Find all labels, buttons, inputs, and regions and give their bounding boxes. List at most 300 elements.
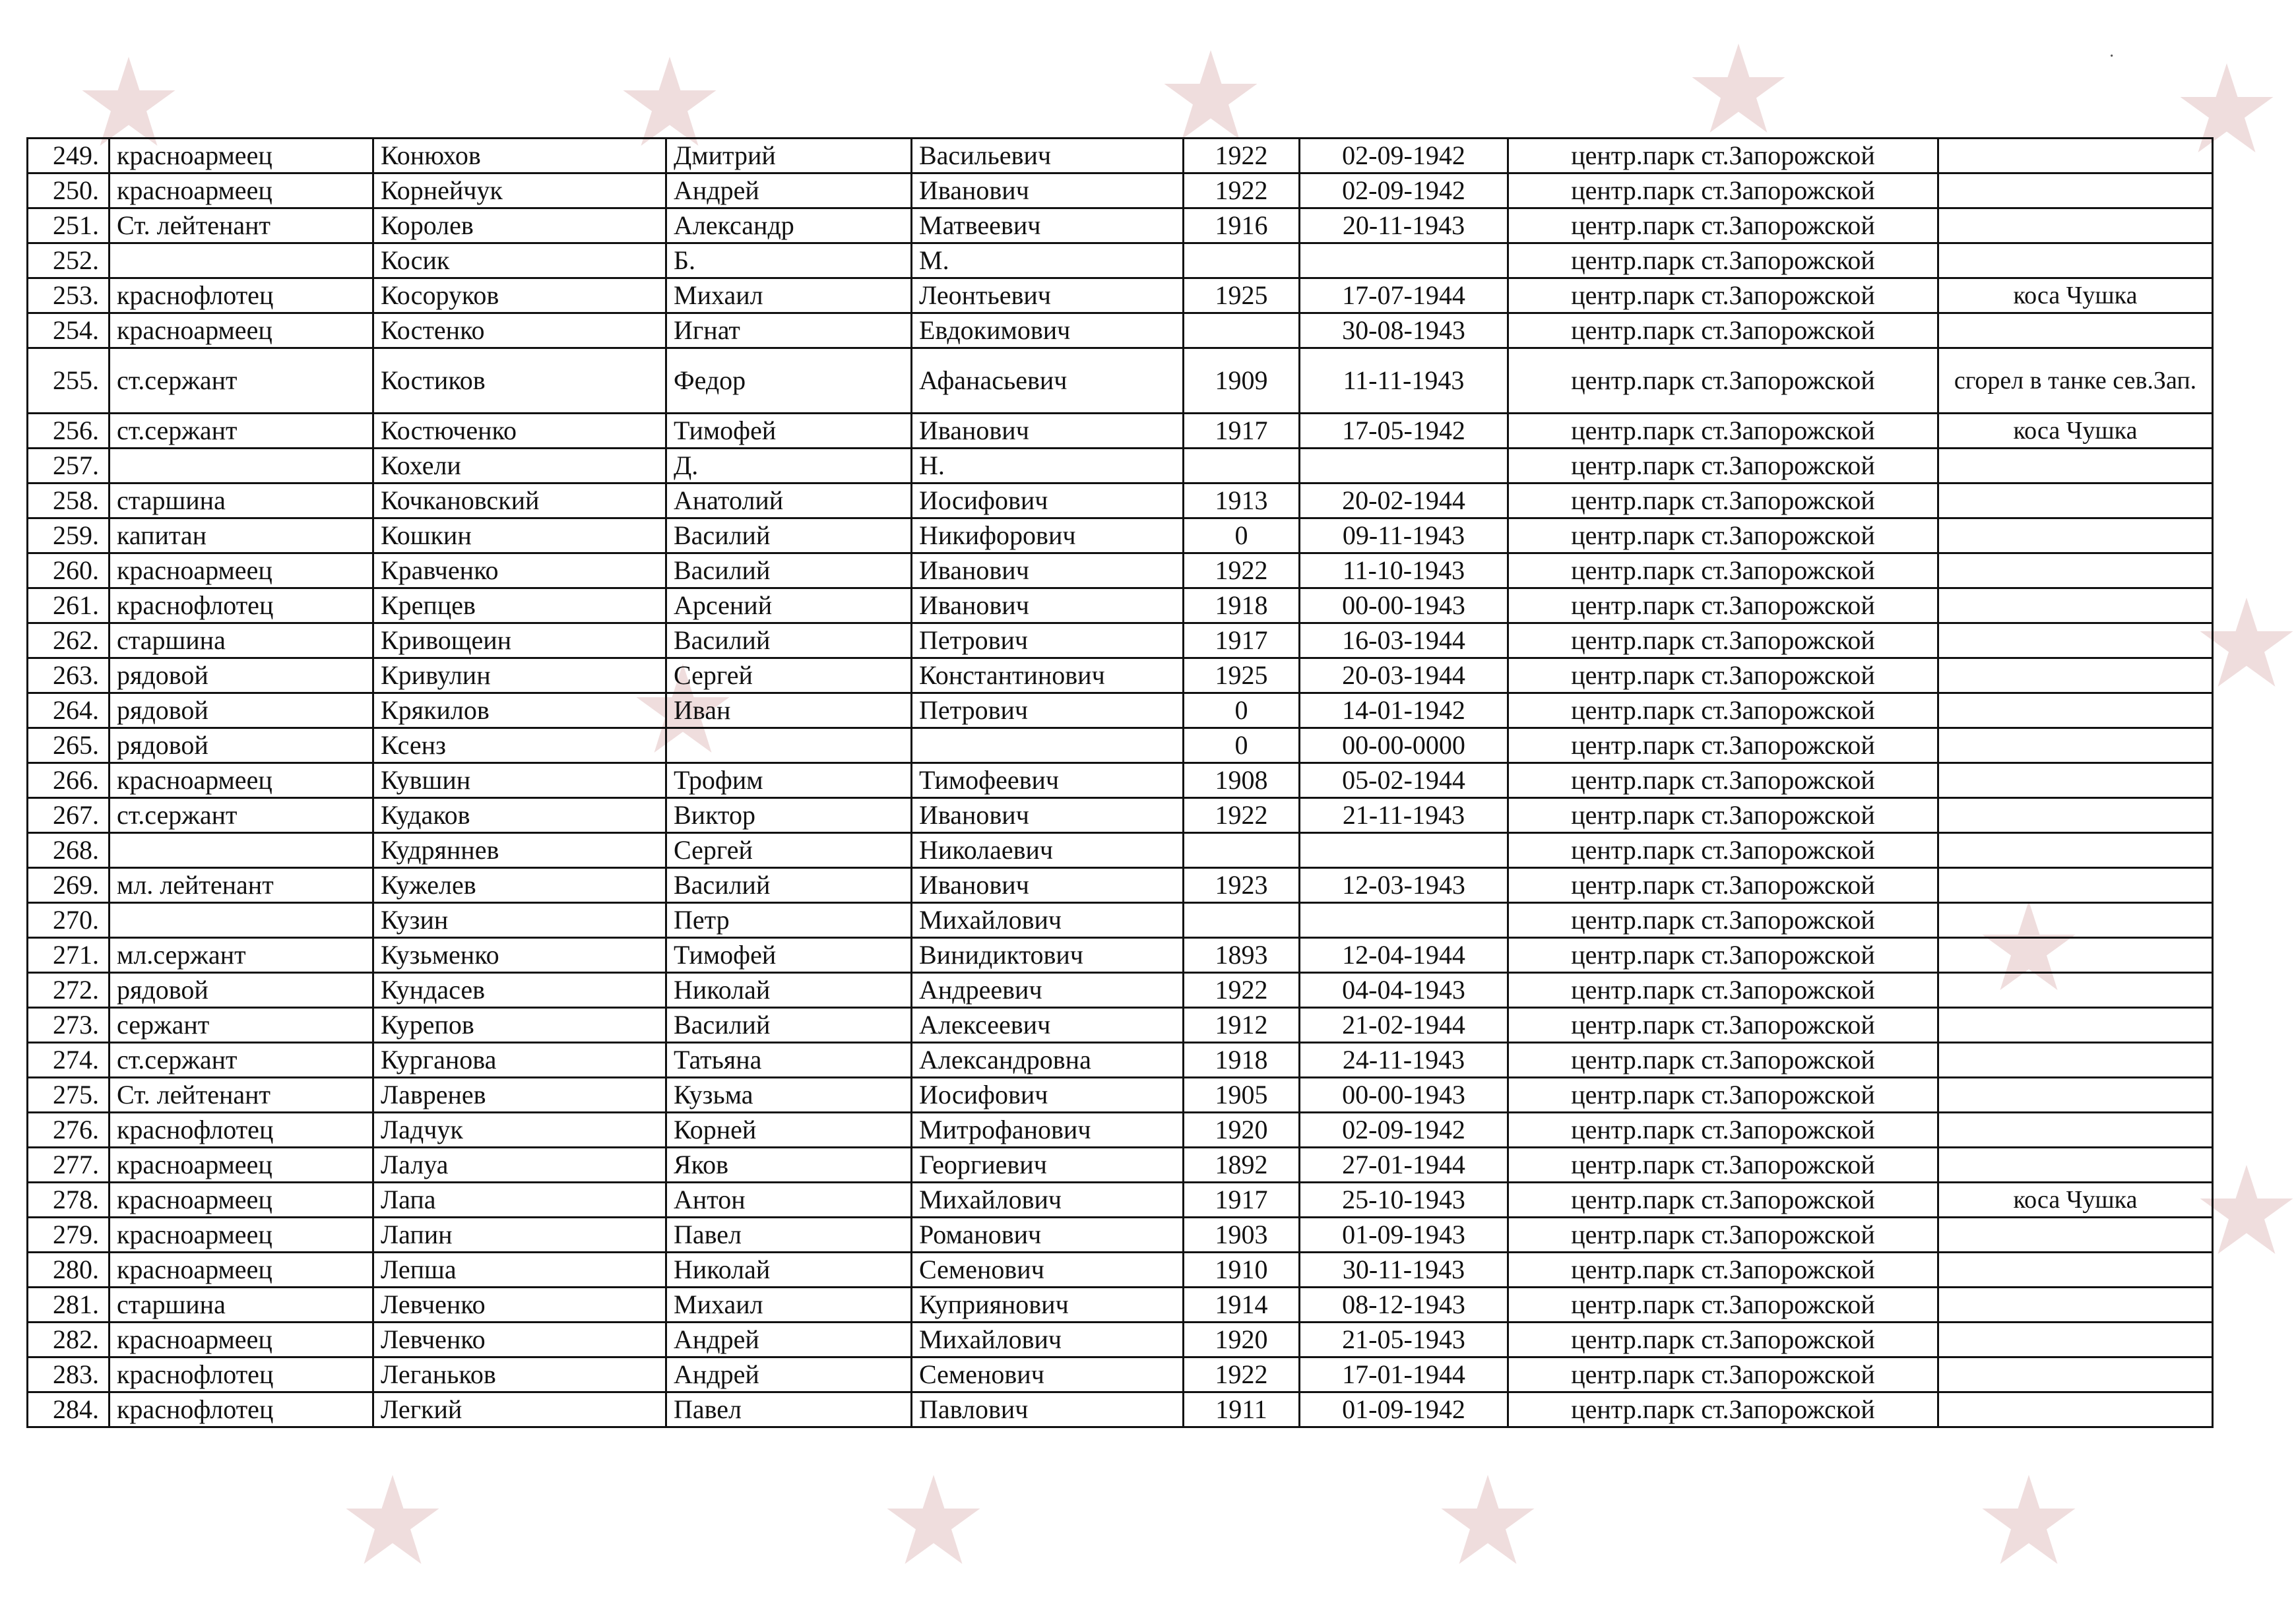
cell-rank: ст.сержант <box>110 348 373 414</box>
cell-num: 277. <box>28 1148 110 1183</box>
cell-name: Андрей <box>666 1323 912 1357</box>
cell-surname: Кузьменко <box>373 938 666 973</box>
cell-surname: Лапин <box>373 1218 666 1253</box>
cell-place: центр.парк ст.Запорожской <box>1508 553 1938 588</box>
cell-note <box>1938 1008 2213 1043</box>
cell-name: Андрей <box>666 1357 912 1392</box>
cell-rank: Ст. лейтенант <box>110 208 373 243</box>
cell-num: 264. <box>28 693 110 728</box>
cell-name: Сергей <box>666 658 912 693</box>
cell-place: центр.парк ст.Запорожской <box>1508 278 1938 313</box>
cell-surname: Курганова <box>373 1043 666 1078</box>
cell-name: Тимофей <box>666 938 912 973</box>
cell-surname: Кувшин <box>373 763 666 798</box>
cell-rank: красноармеец <box>110 763 373 798</box>
cell-place: центр.парк ст.Запорожской <box>1508 798 1938 833</box>
cell-date: 00-00-0000 <box>1300 728 1508 763</box>
cell-num: 272. <box>28 973 110 1008</box>
cell-place: центр.парк ст.Запорожской <box>1508 208 1938 243</box>
table-row <box>28 1253 2213 1288</box>
cell-surname: Крепцев <box>373 588 666 623</box>
cell-place: центр.парк ст.Запорожской <box>1508 1323 1938 1357</box>
cell-num: 276. <box>28 1113 110 1148</box>
cell-note <box>1938 868 2213 903</box>
cell-surname: Легкий <box>373 1392 666 1427</box>
cell-patronymic <box>912 728 1184 763</box>
cell-date: 17-07-1944 <box>1300 278 1508 313</box>
table-row <box>28 313 2213 348</box>
table-row <box>28 208 2213 243</box>
cell-date: 24-11-1943 <box>1300 1043 1508 1078</box>
cell-name: Василий <box>666 518 912 553</box>
cell-name: Б. <box>666 243 912 278</box>
cell-rank: старшина <box>110 483 373 518</box>
cell-patronymic: Матвеевич <box>912 208 1184 243</box>
cell-rank: рядовой <box>110 728 373 763</box>
table-row <box>28 903 2213 938</box>
cell-surname: Королев <box>373 208 666 243</box>
table-row <box>28 139 2213 173</box>
cell-surname: Кривулин <box>373 658 666 693</box>
cell-patronymic: Иванович <box>912 173 1184 208</box>
watermark-stamp <box>343 1471 442 1570</box>
cell-date: 21-11-1943 <box>1300 798 1508 833</box>
cell-note <box>1938 1218 2213 1253</box>
table-row <box>28 763 2213 798</box>
cell-year: 1923 <box>1184 868 1300 903</box>
table-row <box>28 693 2213 728</box>
cell-name: Михаил <box>666 278 912 313</box>
cell-place: центр.парк ст.Запорожской <box>1508 623 1938 658</box>
cell-note: коса Чушка <box>1938 414 2213 449</box>
cell-place: центр.парк ст.Запорожской <box>1508 1113 1938 1148</box>
cell-place: центр.парк ст.Запорожской <box>1508 173 1938 208</box>
cell-surname: Костюченко <box>373 414 666 449</box>
cell-name: Александр <box>666 208 912 243</box>
cell-note <box>1938 623 2213 658</box>
table-row <box>28 1078 2213 1113</box>
cell-note: сгорел в танке сев.Зап. <box>1938 348 2213 414</box>
cell-date <box>1300 243 1508 278</box>
cell-rank: краснофлотец <box>110 588 373 623</box>
cell-surname: Кравченко <box>373 553 666 588</box>
table-row <box>28 588 2213 623</box>
cell-num: 250. <box>28 173 110 208</box>
cell-date: 21-05-1943 <box>1300 1323 1508 1357</box>
cell-date: 27-01-1944 <box>1300 1148 1508 1183</box>
cell-num: 260. <box>28 553 110 588</box>
cell-num: 256. <box>28 414 110 449</box>
cell-date: 20-02-1944 <box>1300 483 1508 518</box>
cell-year: 1920 <box>1184 1113 1300 1148</box>
cell-date: 20-03-1944 <box>1300 658 1508 693</box>
table-row <box>28 1148 2213 1183</box>
cell-note <box>1938 693 2213 728</box>
cell-surname: Лепша <box>373 1253 666 1288</box>
cell-year: 1922 <box>1184 973 1300 1008</box>
cell-date: 12-04-1944 <box>1300 938 1508 973</box>
cell-patronymic: Михайлович <box>912 1323 1184 1357</box>
cell-rank <box>110 833 373 868</box>
cell-date: 14-01-1942 <box>1300 693 1508 728</box>
cell-rank: рядовой <box>110 973 373 1008</box>
cell-year <box>1184 449 1300 483</box>
cell-date: 12-03-1943 <box>1300 868 1508 903</box>
cell-num: 266. <box>28 763 110 798</box>
cell-name: Анатолий <box>666 483 912 518</box>
cell-date: 25-10-1943 <box>1300 1183 1508 1218</box>
cell-name: Николай <box>666 973 912 1008</box>
cell-name: Корней <box>666 1113 912 1148</box>
cell-note <box>1938 728 2213 763</box>
cell-num: 270. <box>28 903 110 938</box>
table-row <box>28 173 2213 208</box>
table-row <box>28 449 2213 483</box>
table-row <box>28 938 2213 973</box>
cell-patronymic: Николаевич <box>912 833 1184 868</box>
cell-surname: Ладчук <box>373 1113 666 1148</box>
cell-patronymic: Иванович <box>912 414 1184 449</box>
cell-name: Кузьма <box>666 1078 912 1113</box>
table-row <box>28 1392 2213 1427</box>
cell-name: Татьяна <box>666 1043 912 1078</box>
table-row <box>28 1288 2213 1323</box>
cell-place: центр.парк ст.Запорожской <box>1508 483 1938 518</box>
cell-rank: сержант <box>110 1008 373 1043</box>
cell-surname: Левченко <box>373 1323 666 1357</box>
watermark-stamp <box>1979 1471 2078 1570</box>
cell-rank: краснофлотец <box>110 1113 373 1148</box>
watermark-stamp <box>884 1471 983 1570</box>
cell-surname: Леганьков <box>373 1357 666 1392</box>
cell-note <box>1938 1113 2213 1148</box>
cell-surname: Ксенз <box>373 728 666 763</box>
cell-patronymic: Александровна <box>912 1043 1184 1078</box>
cell-name: Василий <box>666 623 912 658</box>
table-row <box>28 278 2213 313</box>
cell-name: Сергей <box>666 833 912 868</box>
cell-rank: капитан <box>110 518 373 553</box>
cell-place: центр.парк ст.Запорожской <box>1508 243 1938 278</box>
cell-place: центр.парк ст.Запорожской <box>1508 518 1938 553</box>
cell-date: 02-09-1942 <box>1300 1113 1508 1148</box>
cell-name: Дмитрий <box>666 139 912 173</box>
cell-patronymic: Иосифович <box>912 1078 1184 1113</box>
cell-date: 02-09-1942 <box>1300 139 1508 173</box>
cell-name: Игнат <box>666 313 912 348</box>
cell-patronymic: Петрович <box>912 693 1184 728</box>
cell-num: 253. <box>28 278 110 313</box>
cell-patronymic: Петрович <box>912 623 1184 658</box>
cell-place: центр.парк ст.Запорожской <box>1508 1148 1938 1183</box>
cell-rank: красноармеец <box>110 1148 373 1183</box>
cell-surname: Косоруков <box>373 278 666 313</box>
cell-rank: красноармеец <box>110 313 373 348</box>
cell-date: 08-12-1943 <box>1300 1288 1508 1323</box>
cell-year <box>1184 833 1300 868</box>
cell-date: 20-11-1943 <box>1300 208 1508 243</box>
cell-date: 11-11-1943 <box>1300 348 1508 414</box>
cell-place: центр.парк ст.Запорожской <box>1508 693 1938 728</box>
cell-place: центр.парк ст.Запорожской <box>1508 1288 1938 1323</box>
cell-name: Василий <box>666 553 912 588</box>
cell-year <box>1184 313 1300 348</box>
cell-surname: Косик <box>373 243 666 278</box>
cell-year: 1918 <box>1184 588 1300 623</box>
cell-surname: Конюхов <box>373 139 666 173</box>
cell-year: 1909 <box>1184 348 1300 414</box>
table-row <box>28 1113 2213 1148</box>
table-row <box>28 1357 2213 1392</box>
cell-note <box>1938 173 2213 208</box>
cell-surname: Кудаков <box>373 798 666 833</box>
cell-patronymic: Винидиктович <box>912 938 1184 973</box>
cell-year: 0 <box>1184 518 1300 553</box>
table-row <box>28 243 2213 278</box>
cell-patronymic: Н. <box>912 449 1184 483</box>
cell-patronymic: Куприянович <box>912 1288 1184 1323</box>
cell-num: 280. <box>28 1253 110 1288</box>
cell-name: Д. <box>666 449 912 483</box>
cell-rank: красноармеец <box>110 1323 373 1357</box>
cell-rank: краснофлотец <box>110 1392 373 1427</box>
cell-rank: ст.сержант <box>110 414 373 449</box>
cell-year: 1922 <box>1184 139 1300 173</box>
cell-year: 1893 <box>1184 938 1300 973</box>
cell-year: 1920 <box>1184 1323 1300 1357</box>
table-row <box>28 798 2213 833</box>
cell-year: 1914 <box>1184 1288 1300 1323</box>
cell-place: центр.парк ст.Запорожской <box>1508 1078 1938 1113</box>
cell-name: Павел <box>666 1392 912 1427</box>
cell-surname: Кошкин <box>373 518 666 553</box>
cell-rank: краснофлотец <box>110 278 373 313</box>
cell-rank: красноармеец <box>110 1253 373 1288</box>
cell-patronymic: Михайлович <box>912 1183 1184 1218</box>
cell-note <box>1938 658 2213 693</box>
watermark-stamp <box>1161 46 1260 145</box>
cell-patronymic: Семенович <box>912 1253 1184 1288</box>
cell-year: 1922 <box>1184 173 1300 208</box>
cell-name: Петр <box>666 903 912 938</box>
cell-rank: красноармеец <box>110 1218 373 1253</box>
cell-year: 1903 <box>1184 1218 1300 1253</box>
burial-records-table <box>26 137 2214 1428</box>
cell-date: 01-09-1943 <box>1300 1218 1508 1253</box>
cell-num: 258. <box>28 483 110 518</box>
cell-surname: Костенко <box>373 313 666 348</box>
cell-surname: Лалуа <box>373 1148 666 1183</box>
cell-num: 281. <box>28 1288 110 1323</box>
cell-patronymic: Павлович <box>912 1392 1184 1427</box>
cell-date: 30-11-1943 <box>1300 1253 1508 1288</box>
cell-place: центр.парк ст.Запорожской <box>1508 728 1938 763</box>
cell-num: 278. <box>28 1183 110 1218</box>
cell-note <box>1938 833 2213 868</box>
cell-name: Антон <box>666 1183 912 1218</box>
cell-note <box>1938 1288 2213 1323</box>
cell-num: 273. <box>28 1008 110 1043</box>
cell-rank: старшина <box>110 623 373 658</box>
table-row <box>28 833 2213 868</box>
cell-patronymic: Михайлович <box>912 903 1184 938</box>
table-row <box>28 553 2213 588</box>
cell-date: 17-05-1942 <box>1300 414 1508 449</box>
cell-patronymic: Семенович <box>912 1357 1184 1392</box>
cell-num: 263. <box>28 658 110 693</box>
cell-num: 269. <box>28 868 110 903</box>
cell-rank: рядовой <box>110 658 373 693</box>
cell-name: Яков <box>666 1148 912 1183</box>
cell-place: центр.парк ст.Запорожской <box>1508 763 1938 798</box>
cell-year: 1910 <box>1184 1253 1300 1288</box>
table-row <box>28 1043 2213 1078</box>
cell-rank <box>110 903 373 938</box>
cell-note <box>1938 903 2213 938</box>
cell-name: Тимофей <box>666 414 912 449</box>
cell-num: 257. <box>28 449 110 483</box>
cell-year: 1913 <box>1184 483 1300 518</box>
cell-date <box>1300 833 1508 868</box>
cell-num: 251. <box>28 208 110 243</box>
cell-place: центр.парк ст.Запорожской <box>1508 1183 1938 1218</box>
table-row <box>28 868 2213 903</box>
cell-date: 04-04-1943 <box>1300 973 1508 1008</box>
cell-name: Павел <box>666 1218 912 1253</box>
cell-surname: Кузин <box>373 903 666 938</box>
records-body <box>28 139 2213 1427</box>
table-row <box>28 348 2213 414</box>
cell-rank: мл. лейтенант <box>110 868 373 903</box>
cell-name <box>666 728 912 763</box>
cell-date: 00-00-1943 <box>1300 1078 1508 1113</box>
cell-year: 1912 <box>1184 1008 1300 1043</box>
cell-note <box>1938 938 2213 973</box>
cell-place: центр.парк ст.Запорожской <box>1508 938 1938 973</box>
cell-patronymic: Константинович <box>912 658 1184 693</box>
cell-place: центр.парк ст.Запорожской <box>1508 1043 1938 1078</box>
table-row <box>28 414 2213 449</box>
cell-place: центр.парк ст.Запорожской <box>1508 139 1938 173</box>
cell-surname: Кривощеин <box>373 623 666 658</box>
cell-place: центр.парк ст.Запорожской <box>1508 1253 1938 1288</box>
table-row <box>28 1008 2213 1043</box>
cell-patronymic: Алексеевич <box>912 1008 1184 1043</box>
table-row <box>28 1323 2213 1357</box>
cell-patronymic: Георгиевич <box>912 1148 1184 1183</box>
cell-num: 262. <box>28 623 110 658</box>
cell-surname: Крякилов <box>373 693 666 728</box>
cell-note <box>1938 1323 2213 1357</box>
cell-year: 0 <box>1184 693 1300 728</box>
cell-note <box>1938 483 2213 518</box>
cell-num: 254. <box>28 313 110 348</box>
cell-year: 1922 <box>1184 798 1300 833</box>
cell-surname: Кудряннев <box>373 833 666 868</box>
cell-date: 01-09-1942 <box>1300 1392 1508 1427</box>
cell-date: 02-09-1942 <box>1300 173 1508 208</box>
cell-surname: Кочкановский <box>373 483 666 518</box>
cell-place: центр.парк ст.Запорожской <box>1508 833 1938 868</box>
table-row <box>28 1183 2213 1218</box>
cell-rank: ст.сержант <box>110 798 373 833</box>
cell-date: 21-02-1944 <box>1300 1008 1508 1043</box>
cell-year: 1917 <box>1184 1183 1300 1218</box>
cell-place: центр.парк ст.Запорожской <box>1508 1392 1938 1427</box>
cell-surname: Корнейчук <box>373 173 666 208</box>
cell-year: 1917 <box>1184 414 1300 449</box>
cell-place: центр.парк ст.Запорожской <box>1508 1357 1938 1392</box>
cell-patronymic: Иванович <box>912 588 1184 623</box>
cell-num: 255. <box>28 348 110 414</box>
cell-surname: Кохели <box>373 449 666 483</box>
cell-note <box>1938 1043 2213 1078</box>
cell-year: 1911 <box>1184 1392 1300 1427</box>
cell-year <box>1184 903 1300 938</box>
cell-date: 16-03-1944 <box>1300 623 1508 658</box>
cell-year: 1892 <box>1184 1148 1300 1183</box>
cell-name: Арсений <box>666 588 912 623</box>
cell-year: 1925 <box>1184 278 1300 313</box>
cell-patronymic: М. <box>912 243 1184 278</box>
cell-patronymic: Никифорович <box>912 518 1184 553</box>
cell-place: центр.парк ст.Запорожской <box>1508 588 1938 623</box>
cell-patronymic: Иванович <box>912 868 1184 903</box>
cell-note <box>1938 553 2213 588</box>
cell-year: 1917 <box>1184 623 1300 658</box>
cell-surname: Лавренев <box>373 1078 666 1113</box>
cell-date: 17-01-1944 <box>1300 1357 1508 1392</box>
cell-patronymic: Андреевич <box>912 973 1184 1008</box>
cell-rank <box>110 449 373 483</box>
cell-year: 1918 <box>1184 1043 1300 1078</box>
cell-patronymic: Тимофеевич <box>912 763 1184 798</box>
cell-rank: красноармеец <box>110 553 373 588</box>
cell-surname: Левченко <box>373 1288 666 1323</box>
cell-year: 1922 <box>1184 1357 1300 1392</box>
cell-date: 05-02-1944 <box>1300 763 1508 798</box>
cell-place: центр.парк ст.Запорожской <box>1508 348 1938 414</box>
cell-year: 1922 <box>1184 553 1300 588</box>
cell-note <box>1938 763 2213 798</box>
cell-num: 265. <box>28 728 110 763</box>
table-row <box>28 518 2213 553</box>
cell-patronymic: Васильевич <box>912 139 1184 173</box>
cell-rank: мл.сержант <box>110 938 373 973</box>
cell-year: 1925 <box>1184 658 1300 693</box>
cell-place: центр.парк ст.Запорожской <box>1508 1218 1938 1253</box>
cell-year: 0 <box>1184 728 1300 763</box>
cell-date <box>1300 903 1508 938</box>
cell-name: Василий <box>666 1008 912 1043</box>
cell-name: Михаил <box>666 1288 912 1323</box>
cell-surname: Кужелев <box>373 868 666 903</box>
cell-name: Федор <box>666 348 912 414</box>
cell-rank: красноармеец <box>110 139 373 173</box>
cell-name: Василий <box>666 868 912 903</box>
cell-num: 275. <box>28 1078 110 1113</box>
cell-rank: ст.сержант <box>110 1043 373 1078</box>
watermark-stamp <box>1689 40 1788 139</box>
cell-place: центр.парк ст.Запорожской <box>1508 449 1938 483</box>
cell-place: центр.парк ст.Запорожской <box>1508 414 1938 449</box>
cell-num: 252. <box>28 243 110 278</box>
cell-year: 1908 <box>1184 763 1300 798</box>
cell-note <box>1938 313 2213 348</box>
cell-num: 279. <box>28 1218 110 1253</box>
cell-patronymic: Иванович <box>912 798 1184 833</box>
cell-name: Николай <box>666 1253 912 1288</box>
